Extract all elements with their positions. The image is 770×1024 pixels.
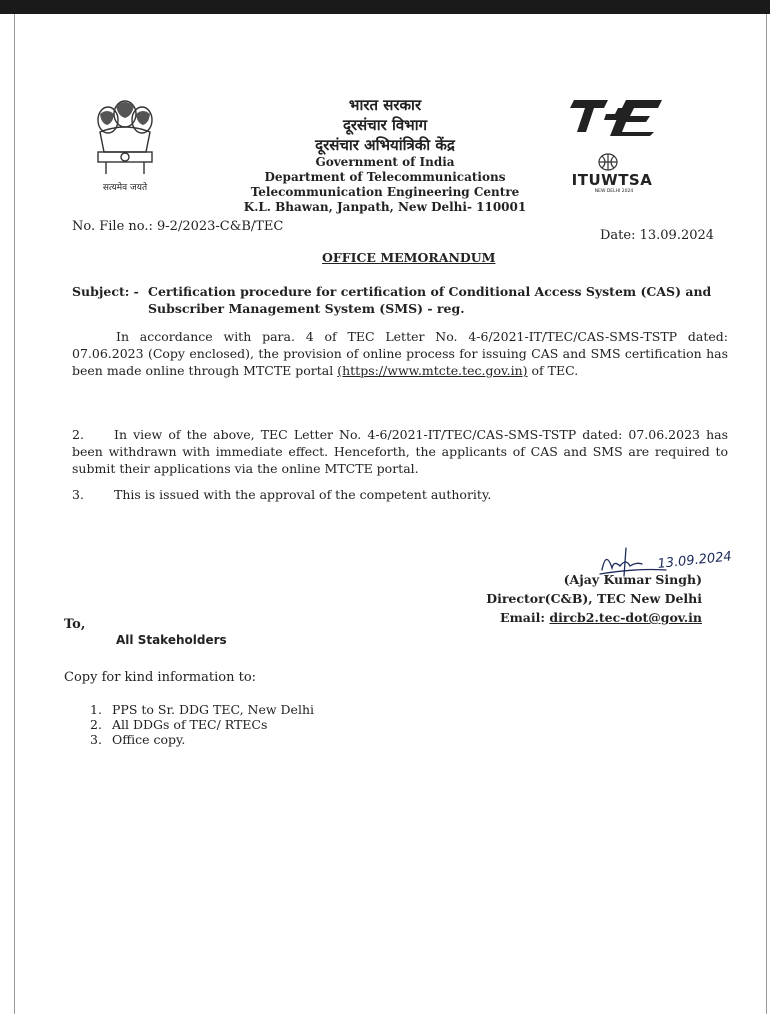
national-emblem-icon — [86, 92, 164, 190]
list-item-text: All DDGs of TEC/ RTECs — [112, 717, 268, 732]
list-item-number: 3. — [90, 732, 102, 747]
subject-label: Subject: - — [72, 284, 139, 299]
letterhead-english-line: Department of Telecommunications — [264, 170, 506, 184]
itu-wtsa-logo-sub: NEW DELHI 2024 — [594, 189, 634, 194]
emblem-motto: सत्यमेव जयते — [102, 183, 148, 193]
paragraph-2 — [72, 426, 728, 477]
handwritten-date: 13.09.2024 — [656, 549, 733, 572]
letterhead-english-line: Telecommunication Engineering Centre — [250, 185, 520, 199]
addressee: All Stakeholders — [116, 633, 227, 647]
list-item-number: 2. — [90, 717, 102, 732]
letterhead-hindi-line: दूरसंचार विभाग — [342, 116, 428, 134]
to-label: To, — [64, 617, 86, 632]
list-item-text: PPS to Sr. DDG TEC, New Delhi — [112, 702, 314, 717]
list-item-number: 1. — [90, 702, 102, 717]
mtcte-portal-link[interactable]: (https://www.mtcte.tec.gov.in) — [337, 363, 528, 378]
list-item — [90, 702, 314, 717]
file-number: No. File no.: 9-2/2023-C&B/TEC — [72, 219, 284, 234]
list-item-text: Office copy. — [112, 732, 186, 747]
paragraph-1-tail: of TEC. — [527, 363, 579, 378]
paragraph-1 — [72, 328, 728, 379]
signatory-designation: Director(C&B), TEC New Delhi — [486, 591, 702, 606]
list-item — [90, 717, 314, 732]
signatory-email-line — [470, 608, 702, 627]
memo-title: OFFICE MEMORANDUM — [322, 250, 496, 265]
memo-date: Date: 13.09.2024 — [600, 228, 715, 243]
letterhead-hindi-line: दूरसंचार अभियांत्रिकी केंद्र — [315, 136, 455, 154]
itu-globe-icon — [592, 152, 624, 172]
email-label: Email: — [500, 610, 550, 625]
paragraph-3 — [72, 486, 728, 503]
scan-top-border — [0, 0, 770, 14]
letterhead-english-line: Government of India — [315, 155, 455, 169]
paragraph-2-text: In view of the above, TEC Letter No. 4-6/2021-IT/TEC/CAS-SMS-TSTP dated: 07.06.2023 has been withdrawn with immediate effect. Henceforth, the applicants of CAS and SMS are required to submit their applications via the online MTCTE portal. — [72, 427, 728, 476]
signatory-email-link[interactable]: dircb2.tec-dot@gov.in — [549, 610, 702, 625]
letterhead-english-line: K.L. Bhawan, Janpath, New Delhi- 110001 — [243, 200, 527, 214]
letterhead-hindi-line: भारत सरकार — [348, 96, 422, 114]
copy-to-label: Copy for kind information to: — [64, 670, 257, 685]
scan-left-edge — [14, 14, 15, 1014]
signatory-name: (Ajay Kumar Singh) — [563, 572, 702, 587]
tec-logo — [566, 96, 666, 136]
paragraph-1-text: In accordance with para. 4 of TEC Letter No. 4-6/2021-IT/TEC/CAS-SMS-TSTP dated: 07.06.2023 (Copy enclosed), the provision of online process for issuing CAS and SMS certification has been made online through MTCTE portal — [72, 329, 728, 378]
signatory-block — [470, 570, 702, 627]
paragraph-number: 2. — [72, 427, 84, 442]
letterhead — [230, 95, 540, 215]
paragraph-3-text: This is issued with the approval of the competent authority. — [114, 487, 492, 502]
scan-right-edge — [766, 14, 767, 1014]
subject-text: Certification procedure for certification of Conditional Access System (CAS) and Subscriber Management System (SMS) - reg. — [148, 284, 712, 316]
paragraph-number: 3. — [72, 487, 84, 502]
itu-wtsa-logo: ITUWTSA — [571, 171, 653, 189]
copy-list — [90, 702, 314, 747]
list-item — [90, 732, 314, 747]
